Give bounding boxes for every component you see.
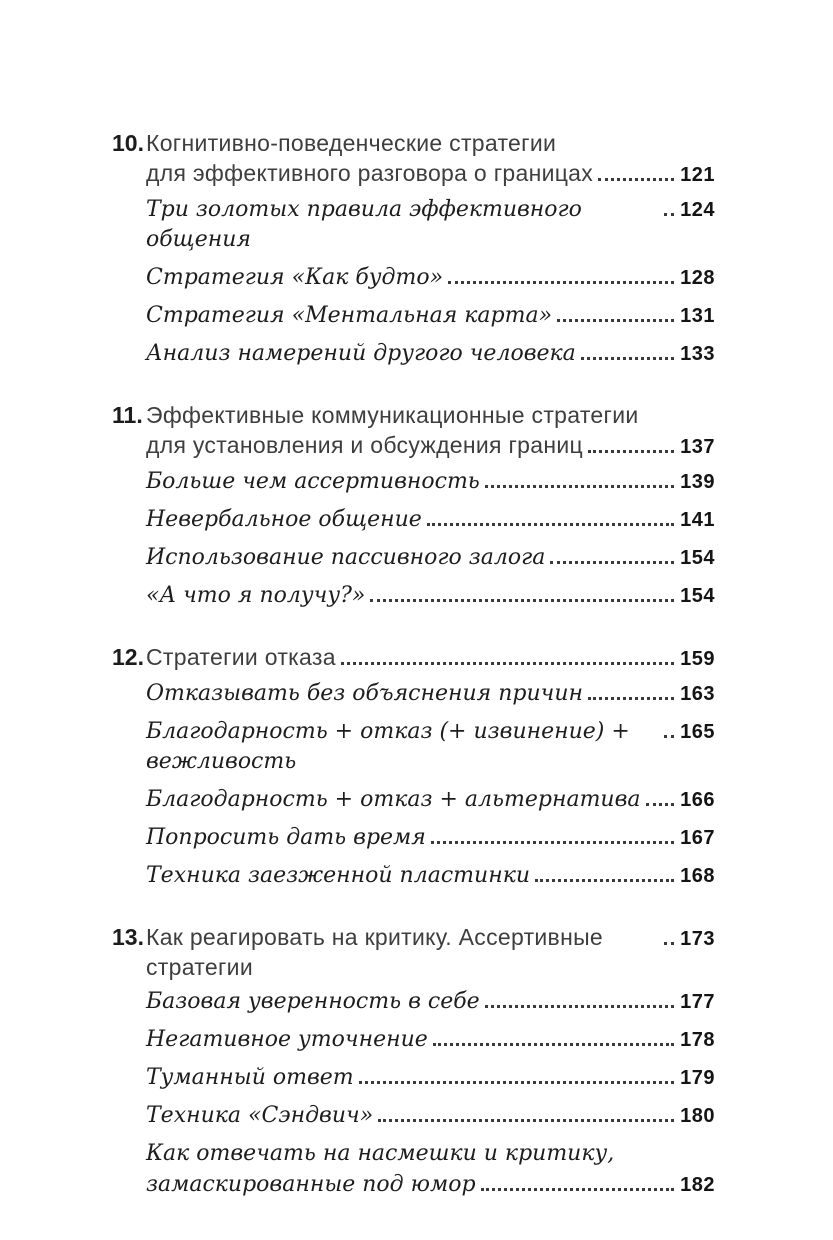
dot-leader — [664, 942, 674, 945]
page-number: 131 — [680, 305, 715, 327]
item-title: Техника «Сэндвич» — [146, 1103, 374, 1128]
toc-item — [146, 717, 715, 777]
item-title: «А что я получу?» — [146, 583, 366, 608]
item-title: Анализ намерений другого человека — [146, 341, 576, 366]
page-number: 159 — [680, 648, 715, 670]
toc-item — [146, 987, 715, 1017]
page-number: 178 — [680, 1029, 715, 1051]
toc-item — [146, 263, 715, 293]
toc-item — [146, 823, 715, 853]
page-number: 163 — [680, 683, 715, 705]
page-number: 128 — [680, 267, 715, 289]
chapter-title-line1: Эффективные коммуникационные стратегии — [146, 402, 639, 428]
chapter-heading-row — [112, 128, 715, 158]
toc-section-10 — [112, 128, 715, 369]
dot-leader — [557, 319, 674, 322]
chapter-title-line2: для эффективного разговора о границах — [146, 160, 594, 186]
item-title: Как отвечать на насмешки и критику, — [146, 1141, 615, 1166]
chapter-title-line1: Как реагировать на критику. Ассертивные стратегии — [146, 924, 603, 980]
toc-item — [146, 543, 715, 573]
dot-leader — [664, 735, 674, 738]
item-title: Стратегия «Ментальная карта» — [146, 303, 553, 328]
toc-item — [146, 1101, 715, 1131]
toc-item — [146, 339, 715, 369]
item-title: Техника заезженной пластинки — [146, 863, 531, 888]
page-number: 137 — [680, 436, 715, 458]
page-number: 167 — [680, 827, 715, 849]
page-number: 165 — [680, 721, 715, 743]
page-number: 133 — [680, 343, 715, 365]
page-number: 173 — [680, 928, 715, 950]
dot-leader — [598, 178, 674, 181]
item-title: Три золотых правила эффективного общения — [146, 197, 582, 252]
toc-item-line2 — [146, 1170, 715, 1200]
chapter-title-line2: для установления и обсуждения границ — [146, 432, 583, 458]
page-number: 124 — [680, 199, 715, 221]
page-number: 166 — [680, 789, 715, 811]
page-number: 182 — [680, 1174, 715, 1196]
dot-leader — [646, 803, 675, 806]
toc-item — [146, 581, 715, 611]
chapter-heading-row — [146, 158, 715, 190]
page-number: 179 — [680, 1067, 715, 1089]
dot-leader — [431, 841, 674, 844]
chapter-heading-row — [112, 922, 715, 982]
toc-item — [146, 301, 715, 331]
toc-section-11 — [112, 400, 715, 611]
page-number: 139 — [680, 471, 715, 493]
dot-leader — [359, 1081, 674, 1084]
chapter-title-line1: Стратегии отказа — [146, 644, 336, 670]
item-title: Попросить дать время — [146, 825, 426, 850]
item-title: Благодарность + отказ + альтернатива — [146, 787, 641, 812]
chapter-title-line1: Когнитивно-поведенческие стратегии — [146, 130, 557, 156]
item-title: Больше чем ассертивность — [146, 469, 480, 494]
chapter-heading-row — [146, 430, 715, 462]
page-number: 177 — [680, 991, 715, 1013]
dot-leader — [427, 523, 674, 526]
item-title: Отказывать без объяснения причин — [146, 681, 583, 706]
chapter-number: 10. — [112, 130, 144, 156]
dot-leader — [370, 599, 674, 602]
page-number: 154 — [680, 547, 715, 569]
chapter-heading-row — [112, 642, 715, 674]
item-title: Использование пассивного залога — [146, 545, 546, 570]
dot-leader — [485, 485, 674, 488]
item-title: Невербальное общение — [146, 507, 422, 532]
toc-item — [146, 505, 715, 535]
dot-leader — [581, 357, 674, 360]
page-number: 168 — [680, 865, 715, 887]
dot-leader — [485, 1005, 674, 1008]
dot-leader — [588, 697, 674, 700]
page-number: 121 — [680, 164, 715, 186]
chapter-number: 11. — [112, 402, 143, 428]
toc-item — [146, 861, 715, 891]
page-number: 141 — [680, 509, 715, 531]
chapter-heading-row — [112, 400, 715, 430]
page-number: 154 — [680, 585, 715, 607]
dot-leader — [341, 662, 674, 665]
toc-content — [112, 128, 715, 1200]
item-title: Негативное уточнение — [146, 1027, 428, 1052]
dot-leader — [550, 561, 674, 564]
toc-item — [146, 679, 715, 709]
dot-leader — [664, 213, 674, 216]
toc-item — [146, 195, 715, 255]
toc-item-line1 — [146, 1139, 715, 1169]
toc-section-13 — [112, 922, 715, 1200]
toc-section-12 — [112, 642, 715, 891]
toc-item — [146, 467, 715, 497]
dot-leader — [433, 1043, 674, 1046]
toc-item — [146, 785, 715, 815]
dot-leader — [448, 281, 674, 284]
item-title: Благодарность + отказ (+ извинение) + вежливость — [146, 719, 630, 774]
item-title: замаскированные под юмор — [146, 1172, 476, 1197]
toc-item — [146, 1025, 715, 1055]
chapter-number: 13. — [112, 924, 144, 950]
dot-leader — [588, 450, 674, 453]
dot-leader — [535, 879, 674, 882]
item-title: Туманный ответ — [146, 1065, 354, 1090]
page-number: 180 — [680, 1105, 715, 1127]
item-title: Стратегия «Как будто» — [146, 265, 444, 290]
dot-leader — [378, 1119, 674, 1122]
chapter-number: 12. — [112, 644, 144, 670]
dot-leader — [481, 1188, 675, 1191]
toc-item — [146, 1063, 715, 1093]
item-title: Базовая уверенность в себе — [146, 989, 480, 1014]
